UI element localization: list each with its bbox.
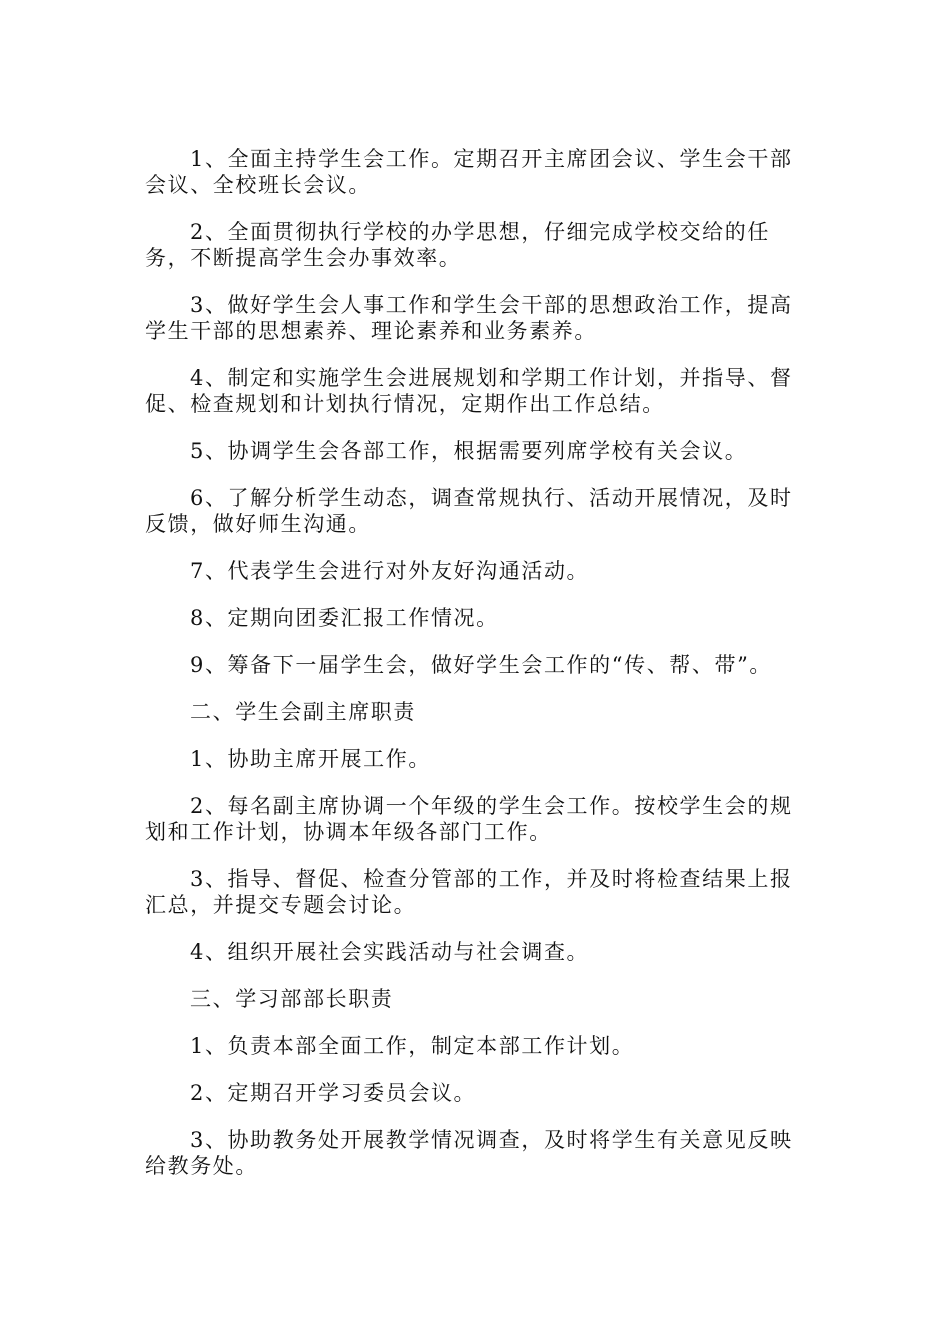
paragraph: 3、指导、督促、检查分管部的工作，并及时将检查结果上报汇总，并提交专题会讨论。 bbox=[145, 867, 793, 917]
document-body bbox=[145, 146, 810, 1200]
paragraph: 3、协助教务处开展教学情况调查，及时将学生有关意见反映给教务处。 bbox=[145, 1128, 793, 1178]
paragraph: 4、组织开展社会实践活动与社会调查。 bbox=[190, 940, 590, 964]
paragraph: 3、做好学生会人事工作和学生会干部的思想政治工作，提高学生干部的思想素养、理论素养和业务素养。 bbox=[145, 293, 793, 343]
paragraph: 9、筹备下一届学生会，做好学生会工作的“传、帮、带”。 bbox=[190, 653, 773, 677]
paragraph: 2、全面贯彻执行学校的办学思想，仔细完成学校交给的任务，不断提高学生会办事效率。 bbox=[145, 220, 770, 270]
section-heading: 二、学生会副主席职责 bbox=[190, 700, 416, 724]
paragraph: 5、协调学生会各部工作，根据需要列席学校有关会议。 bbox=[190, 439, 748, 463]
section-heading: 三、学习部部长职责 bbox=[190, 987, 394, 1011]
paragraph: 4、制定和实施学生会进展规划和学期工作计划，并指导、督促、检查规划和计划执行情况，定期作出工作总结。 bbox=[145, 366, 793, 416]
paragraph: 6、了解分析学生动态，调查常规执行、活动开展情况，及时反馈，做好师生沟通。 bbox=[145, 486, 793, 536]
paragraph: 8、定期向团委汇报工作情况。 bbox=[190, 606, 499, 630]
paragraph: 2、每名副主席协调一个年级的学生会工作。按校学生会的规划和工作计划，协调本年级各部门工作。 bbox=[145, 794, 793, 844]
paragraph: 7、代表学生会进行对外友好沟通活动。 bbox=[190, 559, 590, 583]
paragraph: 1、协助主席开展工作。 bbox=[190, 747, 431, 771]
paragraph: 1、全面主持学生会工作。定期召开主席团会议、学生会干部会议、全校班长会议。 bbox=[145, 147, 793, 197]
paragraph: 1、负责本部全面工作，制定本部工作计划。 bbox=[190, 1034, 635, 1058]
paragraph: 2、定期召开学习委员会议。 bbox=[190, 1081, 477, 1105]
